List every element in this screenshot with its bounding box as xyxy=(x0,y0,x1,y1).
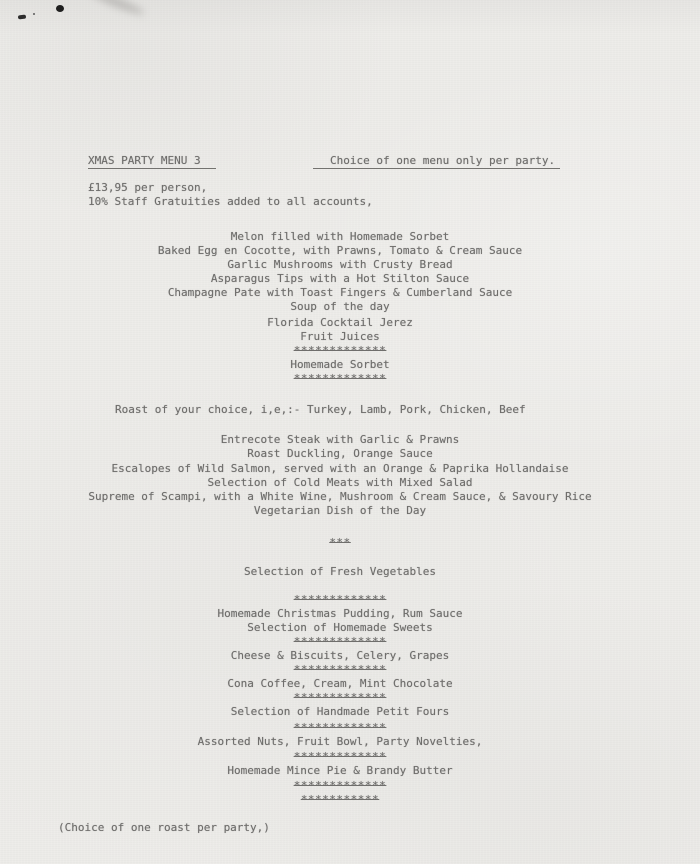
menu-item: Cona Coffee, Cream, Mint Chocolate xyxy=(227,677,453,690)
menu-title xyxy=(88,155,216,167)
menu-item: Entrecote Steak with Garlic & Prawns xyxy=(220,433,460,446)
price-line: £13,95 per person, xyxy=(88,181,208,194)
menu-item: Baked Egg en Cocotte, with Prawns, Tomato & Cream Sauce xyxy=(157,244,523,257)
ink-mark xyxy=(18,15,26,20)
stars-divider: *** xyxy=(329,536,351,549)
vegetables-line: Selection of Fresh Vegetables xyxy=(243,565,437,578)
menu-item: Champagne Pate with Toast Fingers & Cumberland Sauce xyxy=(167,286,513,299)
menu-item: Roast Duckling, Orange Sauce xyxy=(247,447,433,460)
stars-divider: ************* xyxy=(293,779,387,792)
stars-divider: ************* xyxy=(293,344,387,357)
stars-divider: ************* xyxy=(293,750,387,763)
menu-item: Homemade Sorbet xyxy=(290,358,390,371)
menu-note xyxy=(313,155,560,167)
menu-item: Selection of Cold Meats with Mixed Salad xyxy=(207,476,473,489)
roast-choice-line: Roast of your choice, i,e,:- Turkey, Lamb, Pork, Chicken, Beef xyxy=(115,403,526,416)
stars-divider: *********** xyxy=(300,793,380,806)
menu-item: Melon filled with Homemade Sorbet xyxy=(230,230,450,243)
menu-item: Selection of Homemade Sweets xyxy=(247,621,433,634)
menu-item: Asparagus Tips with a Hot Stilton Sauce xyxy=(210,272,470,285)
menu-item: Homemade Christmas Pudding, Rum Sauce xyxy=(217,607,463,620)
menu-item: Soup of the day xyxy=(290,300,390,313)
menu-note-text: Choice of one menu only per party. xyxy=(313,154,560,169)
menu-item: Vegetarian Dish of the Day xyxy=(253,504,427,517)
stars-divider: ************* xyxy=(293,663,387,676)
stars-divider: ************* xyxy=(293,691,387,704)
menu-item: Fruit Juices xyxy=(300,330,380,343)
footnote-line: (Choice of one roast per party,) xyxy=(58,821,270,834)
ink-mark xyxy=(33,13,35,15)
menu-item: Escalopes of Wild Salmon, served with an Orange & Paprika Hollandaise xyxy=(111,462,569,475)
menu-title-text: XMAS PARTY MENU 3 xyxy=(88,154,216,169)
menu-item: Cheese & Biscuits, Celery, Grapes xyxy=(230,649,450,662)
menu-item: Garlic Mushrooms with Crusty Bread xyxy=(227,258,453,271)
gratuities-line: 10% Staff Gratuities added to all accounts, xyxy=(88,195,373,208)
menu-item: Assorted Nuts, Fruit Bowl, Party Novelties, xyxy=(197,735,483,748)
stars-divider: ************* xyxy=(293,372,387,385)
menu-item: Florida Cocktail Jerez xyxy=(267,316,413,329)
scan-smudge xyxy=(88,0,145,18)
menu-item: Homemade Mince Pie & Brandy Butter xyxy=(227,764,453,777)
ink-mark xyxy=(56,5,64,12)
menu-item: Supreme of Scampi, with a White Wine, Mushroom & Cream Sauce, & Savoury Rice xyxy=(88,490,592,503)
stars-divider: ************* xyxy=(293,721,387,734)
stars-divider: ************* xyxy=(293,593,387,606)
stars-divider: ************* xyxy=(293,635,387,648)
menu-item: Selection of Handmade Petit Fours xyxy=(230,705,450,718)
